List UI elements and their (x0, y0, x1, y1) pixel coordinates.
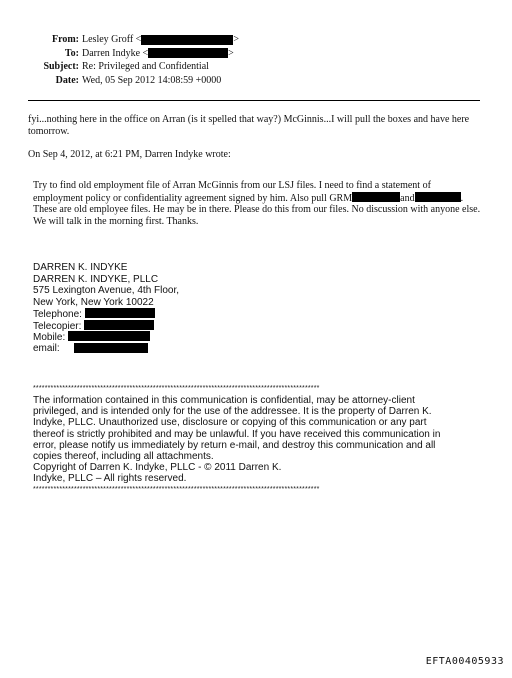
subject-label: Subject: (43, 61, 79, 72)
header-divider (28, 100, 480, 101)
to-suffix: > (228, 47, 234, 59)
redaction-box (84, 320, 154, 330)
redaction-box (141, 35, 233, 45)
signature-name: DARREN K. INDYKE (33, 262, 128, 273)
to-label: To: (64, 47, 79, 59)
signature-address2: New York, New York 10022 (33, 296, 154, 308)
from-label: From: (51, 34, 79, 45)
message-body (28, 114, 488, 161)
copyright-line1: Copyright of Darren K. Indyke, PLLC - © 2011 Darren K. (33, 462, 282, 474)
signature-firm: DARREN K. INDYKE, PLLC (33, 273, 159, 285)
redaction-box (85, 308, 155, 318)
email-label: email: (33, 342, 60, 354)
reply-message: fyi...nothing here in the office on Arran (is it spelled that way?) McGinnis...I will pull the boxes and have here tomorrow. (28, 114, 470, 137)
quoted-text-part2: These are old employee files. He may be in there. Please do this from our files. No discussion with anyone else. We will talk in the morning first. Thanks. (33, 204, 481, 227)
from-value: Lesley Groff < (82, 34, 142, 45)
mobile-label: Mobile: (33, 332, 66, 343)
quoted-and: and (400, 192, 415, 204)
redaction-box (148, 48, 228, 58)
copyright-line2: Indyke, PLLC – All rights reserved. (33, 473, 187, 485)
subject-value: Re: Privileged and Confidential (82, 61, 209, 72)
disclaimer-stars-top: ************************************************************************************************** (33, 385, 320, 392)
quote-intro: On Sep 4, 2012, at 6:21 PM, Darren Indyke wrote: (28, 149, 231, 160)
quoted-dot: . (460, 192, 464, 204)
email-header (0, 33, 512, 87)
redaction-box (415, 192, 461, 202)
confidentiality-disclaimer (33, 384, 453, 494)
redaction-box (352, 192, 400, 202)
date-value: Wed, 05 Sep 2012 14:08:59 +0000 (82, 74, 222, 86)
signature-address1: 575 Lexington Avenue, 4th Floor, (33, 285, 180, 296)
bates-number: EFTA00405933 (425, 656, 504, 667)
from-row (0, 33, 512, 47)
to-row (0, 47, 512, 61)
redaction-box (74, 343, 148, 353)
date-label: Date: (55, 74, 79, 86)
to-value: Darren Indyke < (82, 47, 149, 59)
quoted-text-part1: Try to find old employment file of Arran McGinnis from our LSJ files. I need to find a statement of employment policy or confidentiality agreement signed by him. Also pull GRM (33, 180, 431, 204)
date-row (0, 74, 512, 88)
telephone-label: Telephone: (33, 309, 82, 320)
quoted-message (33, 180, 481, 227)
from-suffix: > (233, 34, 239, 45)
subject-row (0, 60, 512, 74)
email-signature (33, 262, 179, 354)
disclaimer-text: The information contained in this communication is confidential, may be attorney-client privileged, and is intended only for the use of the addressee. It is the property of Darren K. Indyke, PLLC. Unauthorized use, disclosure or copying of this communication or any part thereof is strictly prohibited and may be unlawful. If you have received this communication in error, please notify us immediately by return e-mail, and destroy this communication and all copies thereof, including all attachments. (33, 395, 441, 463)
redaction-box (68, 331, 150, 341)
telecopier-label: Telecopier: (33, 320, 82, 332)
disclaimer-stars-bottom: ************************************************************************************************** (33, 485, 320, 493)
